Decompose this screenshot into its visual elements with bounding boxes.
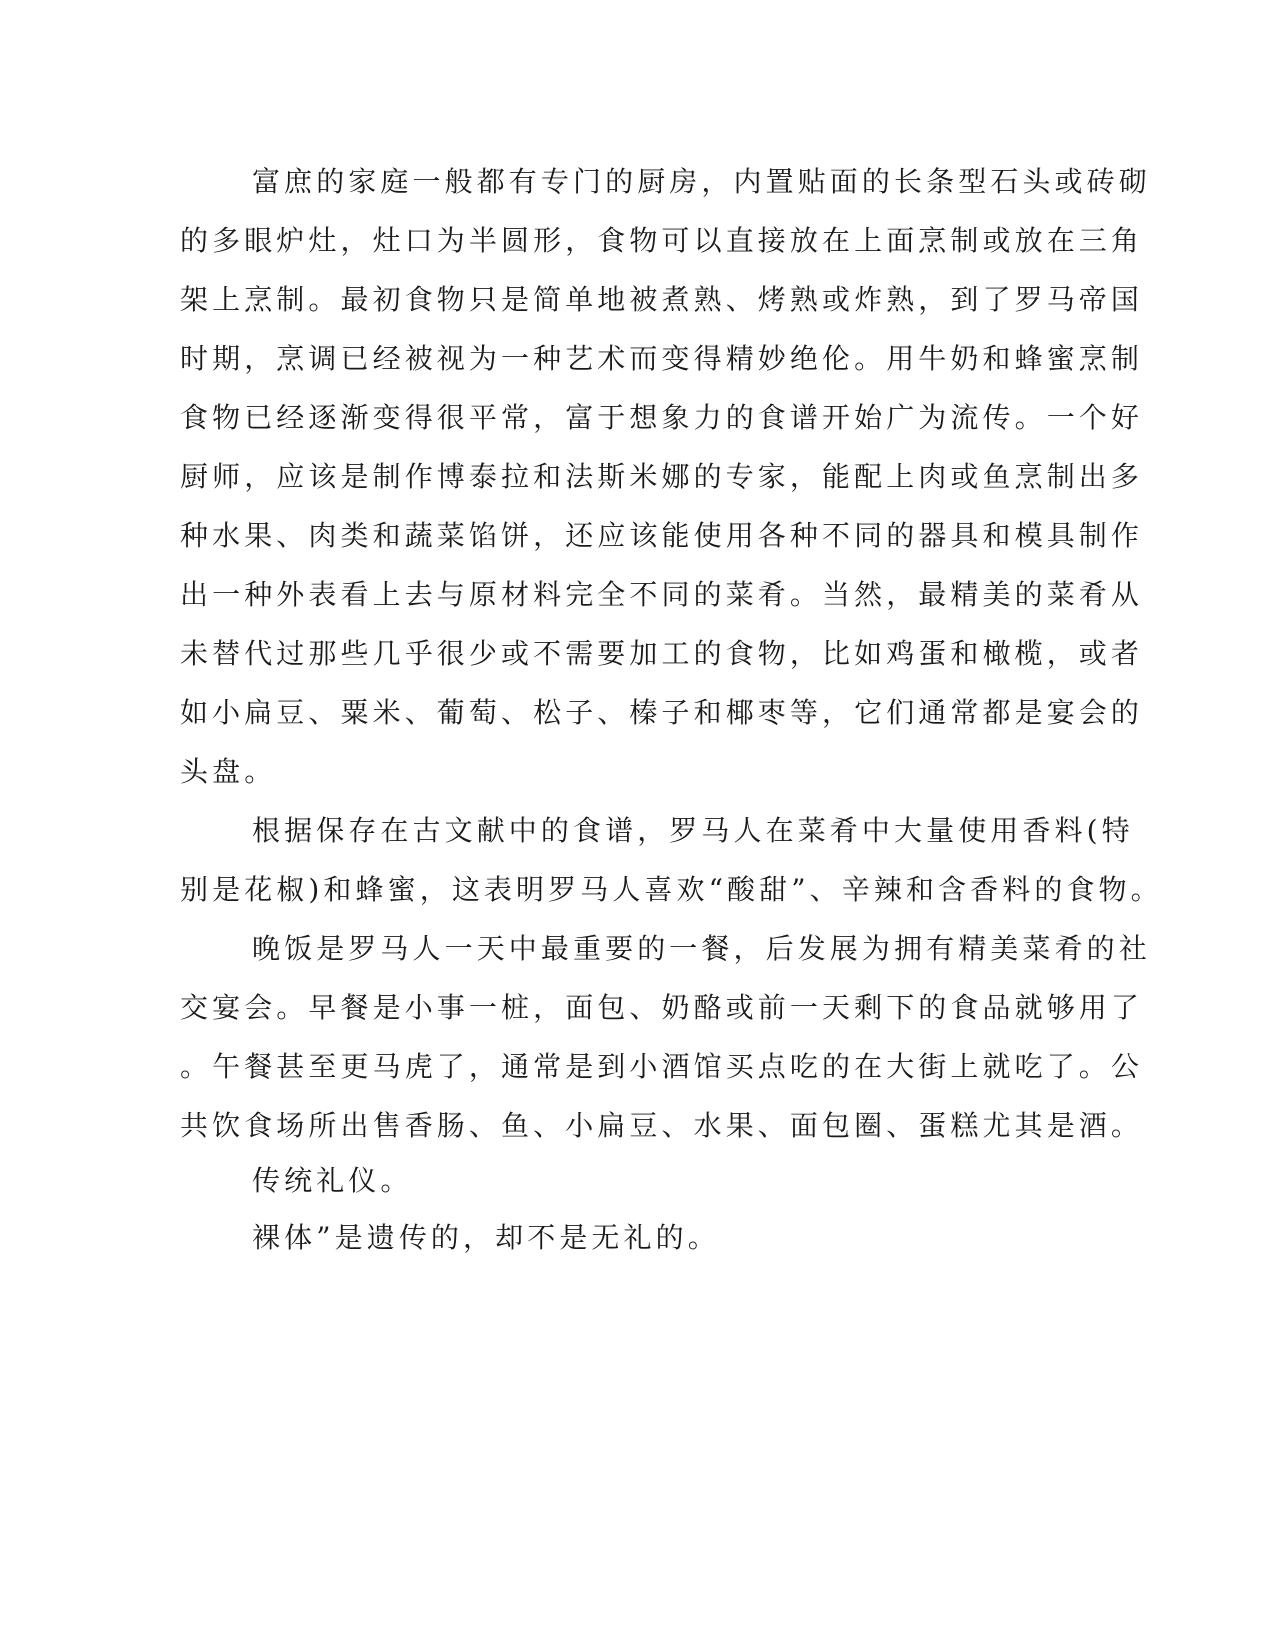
paragraph-1-line-8: 出一种外表看上去与原材料完全不同的菜肴。当然，最精美的菜肴从 [180, 578, 1144, 611]
paragraph-1-line-1: 富庶的家庭一般都有专门的厨房，内置贴面的长条型石头或砖砌 [252, 165, 1151, 198]
paragraph-1-line-2: 的多眼炉灶，灶口为半圆形，食物可以直接放在上面烹制或放在三角 [180, 224, 1144, 257]
paragraph-2-line-2: 别是花椒)和蜂蜜，这表明罗马人喜欢“酸甜”、辛辣和含香料的食物。 [180, 873, 1163, 906]
paragraph-1-line-9: 未替代过那些几乎很少或不需要加工的食物，比如鸡蛋和橄榄，或者 [180, 637, 1144, 670]
paragraph-1-line-5: 食物已经逐渐变得很平常，富于想象力的食谱开始广为流传。一个好 [180, 401, 1144, 434]
paragraph-1-line-4: 时期，烹调已经被视为一种艺术而变得精妙绝伦。用牛奶和蜂蜜烹制 [180, 342, 1144, 375]
paragraph-4-line-1: 传统礼仪。 [252, 1164, 413, 1197]
paragraph-1-line-6: 厨师，应该是制作博泰拉和法斯米娜的专家，能配上肉或鱼烹制出多 [180, 460, 1144, 493]
paragraph-5-line-1: 裸体”是遗传的，却不是无礼的。 [252, 1221, 720, 1254]
paragraph-3-line-4: 共饮食场所出售香肠、鱼、小扁豆、水果、面包圈、蛋糕尤其是酒。 [180, 1109, 1144, 1142]
paragraph-3-line-2: 交宴会。早餐是小事一桩，面包、奶酪或前一天剩下的食品就够用了 [180, 991, 1144, 1024]
paragraph-3-line-1: 晚饭是罗马人一天中最重要的一餐，后发展为拥有精美菜肴的社 [252, 932, 1151, 965]
paragraph-2-line-1: 根据保存在古文献中的食谱，罗马人在菜肴中大量使用香料(特 [252, 814, 1134, 847]
paragraph-1-line-3: 架上烹制。最初食物只是简单地被煮熟、烤熟或炸熟，到了罗马帝国 [180, 283, 1144, 316]
paragraph-1-line-7: 种水果、肉类和蔬菜馅饼，还应该能使用各种不同的器具和模具制作 [180, 519, 1144, 552]
paragraph-3-line-3: 。午餐甚至更马虎了，通常是到小酒馆买点吃的在大街上就吃了。公 [180, 1050, 1144, 1083]
paragraph-1-line-11: 头盘。 [180, 755, 277, 788]
paragraph-1-line-10: 如小扁豆、粟米、葡萄、松子、榛子和椰枣等，它们通常都是宴会的 [180, 696, 1144, 729]
